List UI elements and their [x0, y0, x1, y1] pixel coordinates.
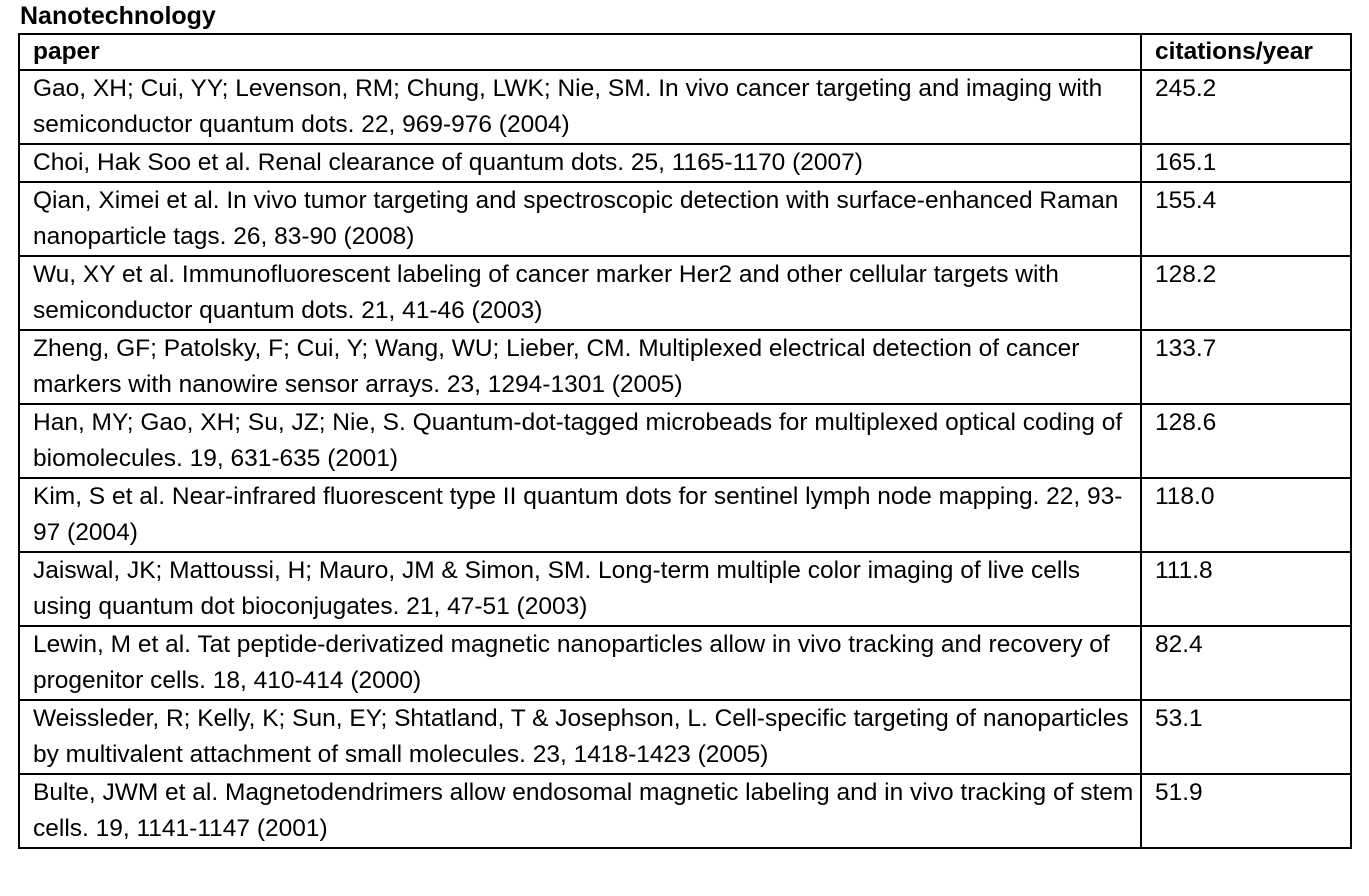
table-row — [19, 404, 1351, 478]
citations-table — [18, 33, 1352, 849]
table-row — [19, 144, 1351, 182]
paper-cell: Zheng, GF; Patolsky, F; Cui, Y; Wang, WU; Lieber, CM. Multiplexed electrical detection of cancer markers with nanowire sensor arrays. 23, 1294-1301 (2005) — [19, 330, 1141, 404]
paper-cell: Weissleder, R; Kelly, K; Sun, EY; Shtatland, T & Josephson, L. Cell-specific targeting of nanoparticles by multivalent attachment of small molecules. 23, 1418-1423 (2005) — [19, 700, 1141, 774]
citations-cell: 165.1 — [1141, 144, 1351, 182]
paper-cell: Han, MY; Gao, XH; Su, JZ; Nie, S. Quantum-dot-tagged microbeads for multiplexed optical coding of biomolecules. 19, 631-635 (2001) — [19, 404, 1141, 478]
citations-cell: 245.2 — [1141, 70, 1351, 144]
paper-cell: Wu, XY et al. Immunofluorescent labeling of cancer marker Her2 and other cellular targets with semiconductor quantum dots. 21, 41-46 (2003) — [19, 256, 1141, 330]
citations-cell: 128.2 — [1141, 256, 1351, 330]
table-row — [19, 330, 1351, 404]
table-row — [19, 774, 1351, 848]
paper-cell: Kim, S et al. Near-infrared fluorescent type II quantum dots for sentinel lymph node mapping. 22, 93-97 (2004) — [19, 478, 1141, 552]
table-row — [19, 256, 1351, 330]
citations-cell: 51.9 — [1141, 774, 1351, 848]
table-header-row — [19, 34, 1351, 70]
citations-cell: 82.4 — [1141, 626, 1351, 700]
table-row — [19, 626, 1351, 700]
citations-cell: 111.8 — [1141, 552, 1351, 626]
citations-cell: 53.1 — [1141, 700, 1351, 774]
column-header-citations-per-year: citations/year — [1141, 34, 1351, 70]
citations-cell: 155.4 — [1141, 182, 1351, 256]
table-row — [19, 182, 1351, 256]
table-row — [19, 70, 1351, 144]
section-title: Nanotechnology — [20, 2, 216, 30]
paper-cell: Choi, Hak Soo et al. Renal clearance of quantum dots. 25, 1165-1170 (2007) — [19, 144, 1141, 182]
paper-cell: Jaiswal, JK; Mattoussi, H; Mauro, JM & Simon, SM. Long-term multiple color imaging of live cells using quantum dot bioconjugates. 21, 47-51 (2003) — [19, 552, 1141, 626]
paper-cell: Gao, XH; Cui, YY; Levenson, RM; Chung, LWK; Nie, SM. In vivo cancer targeting and imaging with semiconductor quantum dots. 22, 969-976 (2004) — [19, 70, 1141, 144]
paper-cell: Qian, Ximei et al. In vivo tumor targeting and spectroscopic detection with surface-enhanced Raman nanoparticle tags. 26, 83-90 (2008) — [19, 182, 1141, 256]
citations-cell: 118.0 — [1141, 478, 1351, 552]
column-header-paper: paper — [19, 34, 1141, 70]
paper-cell: Bulte, JWM et al. Magnetodendrimers allow endosomal magnetic labeling and in vivo tracking of stem cells. 19, 1141-1147 (2001) — [19, 774, 1141, 848]
table-row — [19, 700, 1351, 774]
citations-cell: 133.7 — [1141, 330, 1351, 404]
table-row — [19, 552, 1351, 626]
citations-cell: 128.6 — [1141, 404, 1351, 478]
table-row — [19, 478, 1351, 552]
paper-cell: Lewin, M et al. Tat peptide-derivatized magnetic nanoparticles allow in vivo tracking and recovery of progenitor cells. 18, 410-414 (2000) — [19, 626, 1141, 700]
